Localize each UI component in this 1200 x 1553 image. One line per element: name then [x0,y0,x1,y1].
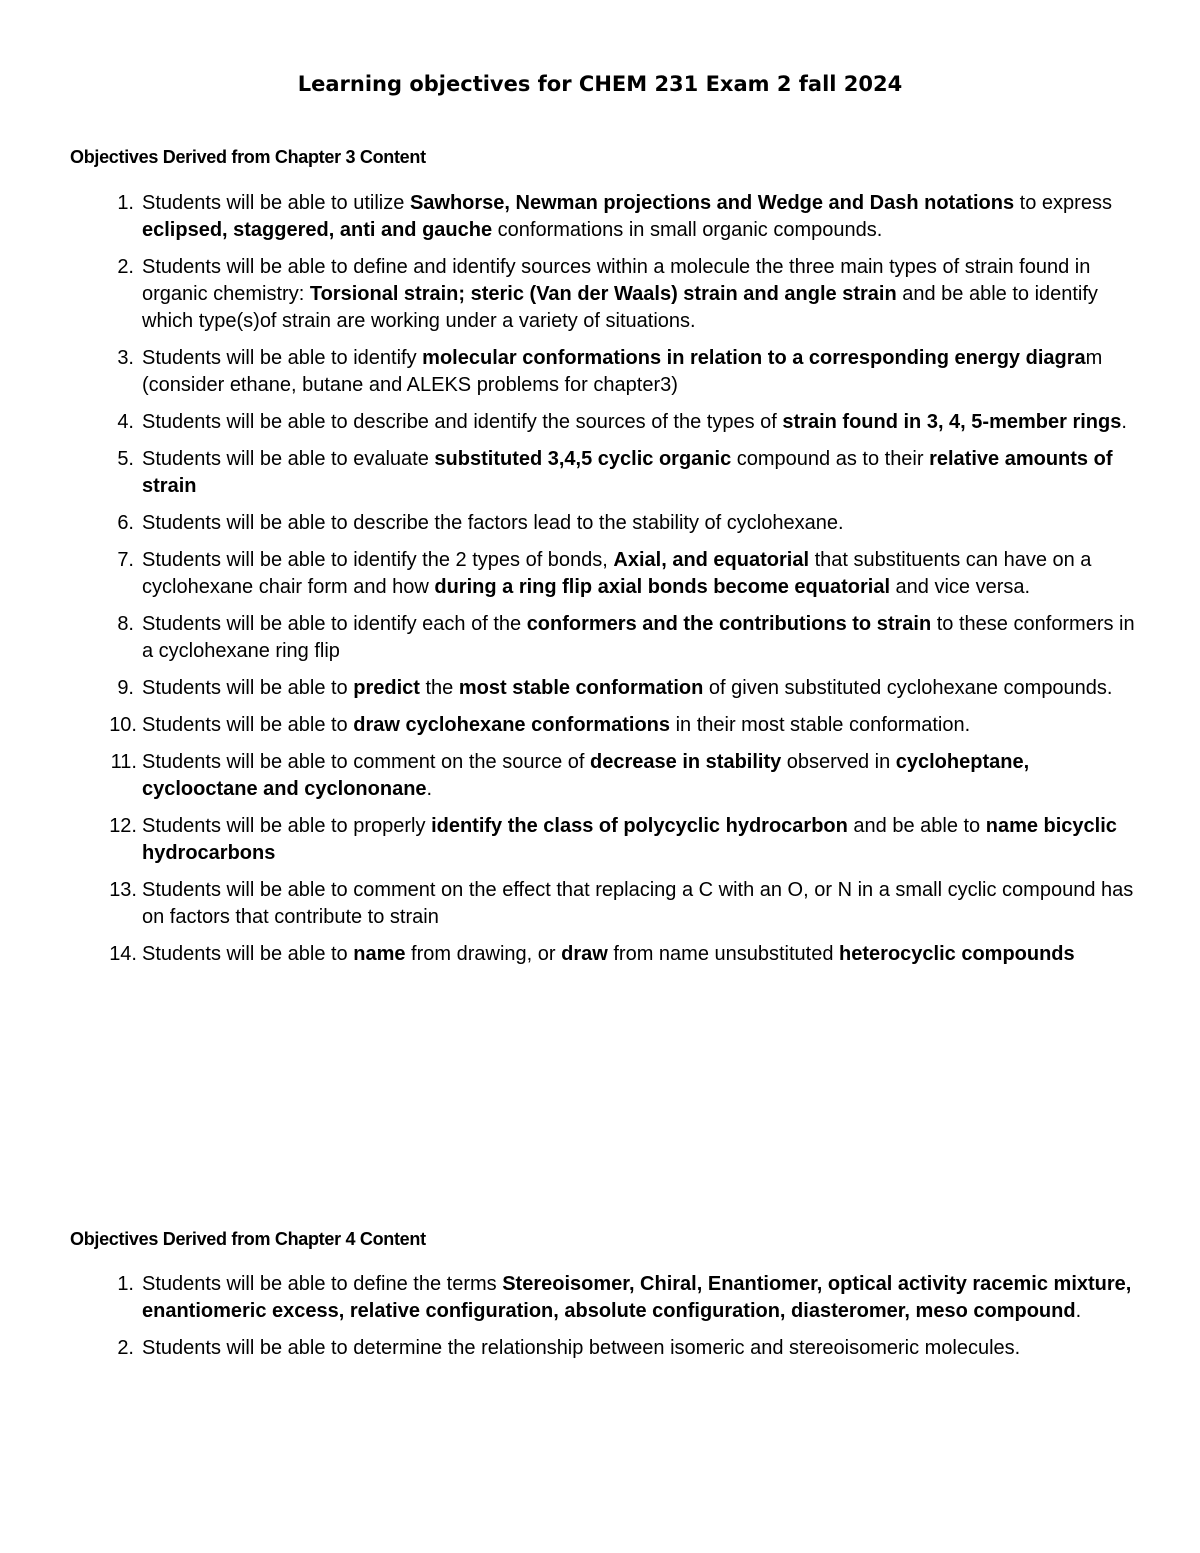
objective-text [142,347,1102,396]
objective-text-run: that substituents can have on a cyclohexane chair form and how [142,549,1092,598]
objective-key-term: during a ring flip axial bonds become equatorial [434,576,890,598]
objective-key-term: Sawhorse, Newman projections and Wedge and Dash notations [409,192,1015,214]
objective-text-run: from name unsubstituted [607,943,840,965]
objective-number: 9. [117,677,134,699]
objective-number: 11. [110,751,137,773]
objective-key-term: predict [353,677,420,699]
objectives-list-chapter-3 [0,190,1200,978]
section-heading-chapter-4: Objectives Derived from Chapter 4 Content [70,1229,426,1249]
objective-number: 14. [109,943,137,965]
objective-text-run: the [419,677,459,699]
objective-key-term: molecular conformations in relation to a corresponding energy diagra [422,347,1086,369]
objective-text-run: Students will be able to [142,677,354,699]
objective-number: 7. [117,549,134,571]
objective-number: 13. [109,879,137,901]
objective-number: 5. [117,448,134,470]
objective-text [142,1273,1131,1322]
objective-item [0,547,1200,601]
objective-key-term: decrease in stability [590,751,782,773]
objective-number: 1. [117,192,134,214]
objective-key-term: cycloheptane, cyclooctane and cyclononane [142,751,1030,800]
objective-text-run: Students will be able to describe and identify the sources of the types of [142,411,783,433]
objective-text-run: in their most stable conformation. [670,714,971,736]
objective-text-run: observed in [781,751,896,773]
objective-item [0,190,1200,244]
objective-text-run: Students will be able to determine the relationship between isomeric and stereoisomeric molecules. [142,1337,1021,1359]
objective-item [0,941,1200,968]
objective-text [142,879,1133,928]
objective-number: 3. [117,347,134,369]
objective-text-run: and vice versa. [890,576,1031,598]
objective-text-run: . [1121,411,1127,433]
objective-text-run: conformations in small organic compounds. [492,219,883,241]
objective-text-run: Students will be able to define and identify sources within a molecule the three main types of strain found in organic chemistry: [142,256,1091,305]
objective-text-run: to express [1014,192,1112,214]
objective-item [0,510,1200,537]
objective-item [0,254,1200,335]
objective-text-run: from drawing, or [405,943,562,965]
objective-key-term: Axial, and equatorial [613,549,810,571]
objective-text-run: Students will be able to identify the 2 types of bonds, [142,549,614,571]
objective-key-term: relative amounts of strain [142,448,1113,497]
objective-number: 6. [117,512,134,534]
objective-text [142,943,1075,965]
objective-item [0,409,1200,436]
objective-key-term: identify the class of polycyclic hydrocarbon [431,815,848,837]
objective-text-run: m (consider ethane, butane and ALEKS problems for chapter3) [142,347,1103,396]
objective-item [0,446,1200,500]
objective-text [142,677,1112,699]
objective-number: 12. [109,815,137,837]
objective-text-run: compound as to their [731,448,930,470]
objective-item [0,877,1200,931]
objective-text [142,411,1127,433]
objective-text [142,512,844,534]
objective-text-run: Students will be able to define the terms [142,1273,503,1295]
objective-text-run: Students will be able to utilize [142,192,410,214]
objective-key-term: heterocyclic compounds [839,943,1075,965]
objective-key-term: name [353,943,406,965]
objective-text-run: Students will be able to identify each of the [142,613,527,635]
objective-key-term: draw cyclohexane conformations [353,714,671,736]
objective-number: 4. [117,411,134,433]
objective-text [142,613,1135,662]
objective-text [142,714,970,736]
objective-text [142,1337,1020,1359]
objective-text-run: . [426,778,433,800]
objective-text-run: Students will be able to [142,943,354,965]
objective-text-run: Students will be able to [142,714,354,736]
objective-text-run: of given substituted cyclohexane compounds. [703,677,1113,699]
objective-text [142,192,1112,241]
objective-text-run: . [1075,1300,1082,1322]
objective-key-term: conformers and the contributions to strain [526,613,932,635]
objective-text-run: and be able to identify which type(s)of strain are working under a variety of situations. [142,283,1098,332]
objective-item [0,813,1200,867]
objective-item [0,1271,1200,1325]
objective-text [142,256,1098,332]
objective-text [142,751,1029,800]
objective-key-term: most stable conformation [458,677,704,699]
objective-item [0,1335,1200,1362]
objective-text-run: Students will be able to identify [142,347,423,369]
objective-item [0,345,1200,399]
objective-key-term: eclipsed, staggered, anti and gauche [142,219,493,241]
objective-number: 8. [117,613,134,635]
objective-item [0,611,1200,665]
objective-text [142,549,1091,598]
objective-text-run: and be able to [847,815,986,837]
document-title: Learning objectives for CHEM 231 Exam 2 fall 2024 [297,72,903,96]
objective-item [0,712,1200,739]
objective-key-term: substituted 3,4,5 cyclic organic [434,448,732,470]
objective-text-run: Students will be able to describe the factors lead to the stability of cyclohexane. [142,512,844,534]
objective-key-term: name bicyclic hydrocarbons [142,815,1117,864]
objective-text [142,815,1117,864]
objective-number: 10. [109,714,137,736]
objective-key-term: Stereoisomer, Chiral, Enantiomer, optical activity racemic mixture, enantiomeric excess, relative configuration, absolute configuration, diasteromer, meso compound [142,1273,1132,1322]
objective-text-run: Students will be able to evaluate [142,448,435,470]
section-heading-chapter-3: Objectives Derived from Chapter 3 Content [70,147,426,167]
objectives-list-chapter-4 [0,1271,1200,1372]
objective-number: 1. [117,1273,134,1295]
objective-text-run: Students will be able to comment on the source of [142,751,591,773]
objective-key-term: Torsional strain; steric (Van der Waals) strain and angle strain [309,283,897,305]
objective-key-term: draw [561,943,608,965]
objective-item [0,675,1200,702]
objective-item [0,749,1200,803]
objective-text-run: Students will be able to comment on the effect that replacing a C with an O, or N in a small cyclic compound has on factors that contribute to strain [142,879,1134,928]
objective-number: 2. [117,256,134,278]
objective-text-run: Students will be able to properly [142,815,432,837]
objective-key-term: strain found in 3, 4, 5-member rings [782,411,1122,433]
objective-text-run: to these conformers in a cyclohexane ring flip [142,613,1135,662]
objective-number: 2. [117,1337,134,1359]
objective-text [142,448,1112,497]
